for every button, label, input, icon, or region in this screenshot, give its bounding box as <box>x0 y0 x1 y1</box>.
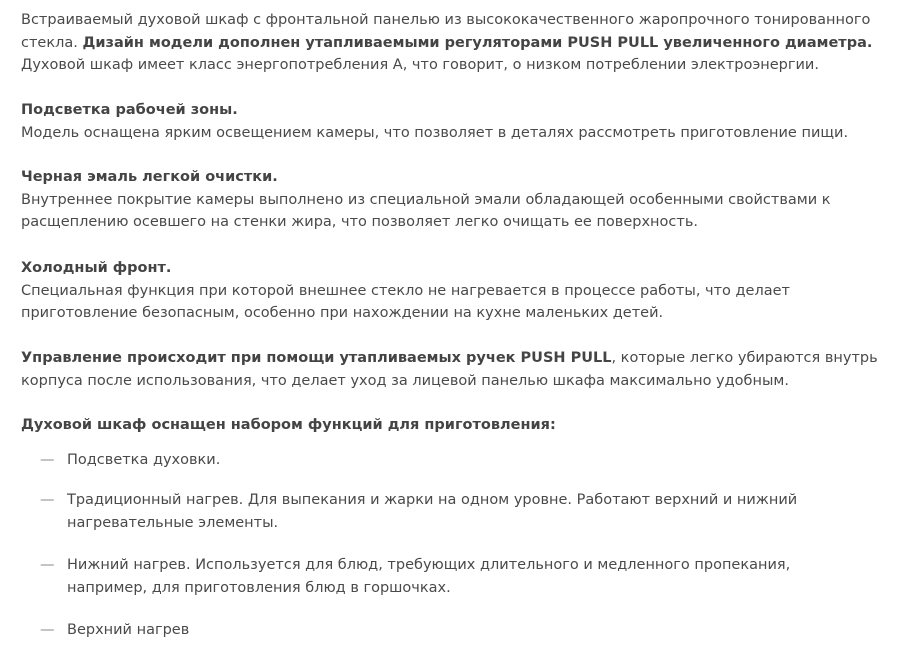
dash-bullet: — <box>40 557 55 573</box>
section-heading: Холодный фронт. <box>21 260 172 276</box>
section-text: Модель оснащена ярким освещением камеры, что позволяет в деталях рассмотреть приготовление пищи. <box>21 124 849 141</box>
functions-heading: Духовой шкаф оснащен набором функций для приготовления: <box>21 417 556 433</box>
section-enamel <box>21 166 901 234</box>
control-bold-text: Управление происходит при помощи утапливаемых ручек PUSH PULL <box>21 350 612 366</box>
intro-paragraph <box>21 9 901 77</box>
energy-class-text: Духовой шкаф имеет класс энергопотребления А, что говорит, о низком потреблении электроэнергии. <box>21 57 819 73</box>
list-item-text: Подсветка духовки. <box>67 452 221 468</box>
section-lighting <box>21 99 901 144</box>
section-cold-front <box>21 257 901 325</box>
intro-text: Встраиваемый духовой шкаф с фронтальной панелью из высококачественного жаропрочного тонированного стекла. <box>21 12 871 51</box>
section-heading: Подсветка рабочей зоны. <box>21 102 238 118</box>
dash-bullet: — <box>40 492 55 508</box>
section-heading: Черная эмаль легкой очистки. <box>21 169 278 185</box>
dash-bullet: — <box>40 452 55 468</box>
section-text: Внутреннее покрытие камеры выполнено из специальной эмали обладающей особенными свойствами к расщеплению осевшего на стенки жира, что позволяет легко очищать ее поверхность. <box>21 191 831 230</box>
intro-bold-text: Дизайн модели дополнен утапливаемыми регуляторами PUSH PULL увеличенного диаметра. <box>82 34 873 51</box>
list-item-text: Традиционный нагрев. Для выпекания и жарки на одном уровне. Работают верхний и нижний нагревательные элементы. <box>67 492 798 531</box>
list-item-text: Нижний нагрев. Используется для блюд, требующих длительного и медленного пропекания, например, для приготовления блюд в горшочках. <box>67 557 791 596</box>
control-paragraph <box>21 347 901 392</box>
section-text: Специальная функция при которой внешнее стекло не нагревается в процессе работы, что делает приготовление безопасным, особенно при нахождении на кухне маленьких детей. <box>21 282 790 321</box>
list-item-text: Верхний нагрев <box>67 622 190 638</box>
dash-bullet: — <box>40 622 55 638</box>
control-text: , которые легко убираются внутрь корпуса после использования, что делает уход за лицевой панелью шкафа максимально удобным. <box>21 350 878 389</box>
